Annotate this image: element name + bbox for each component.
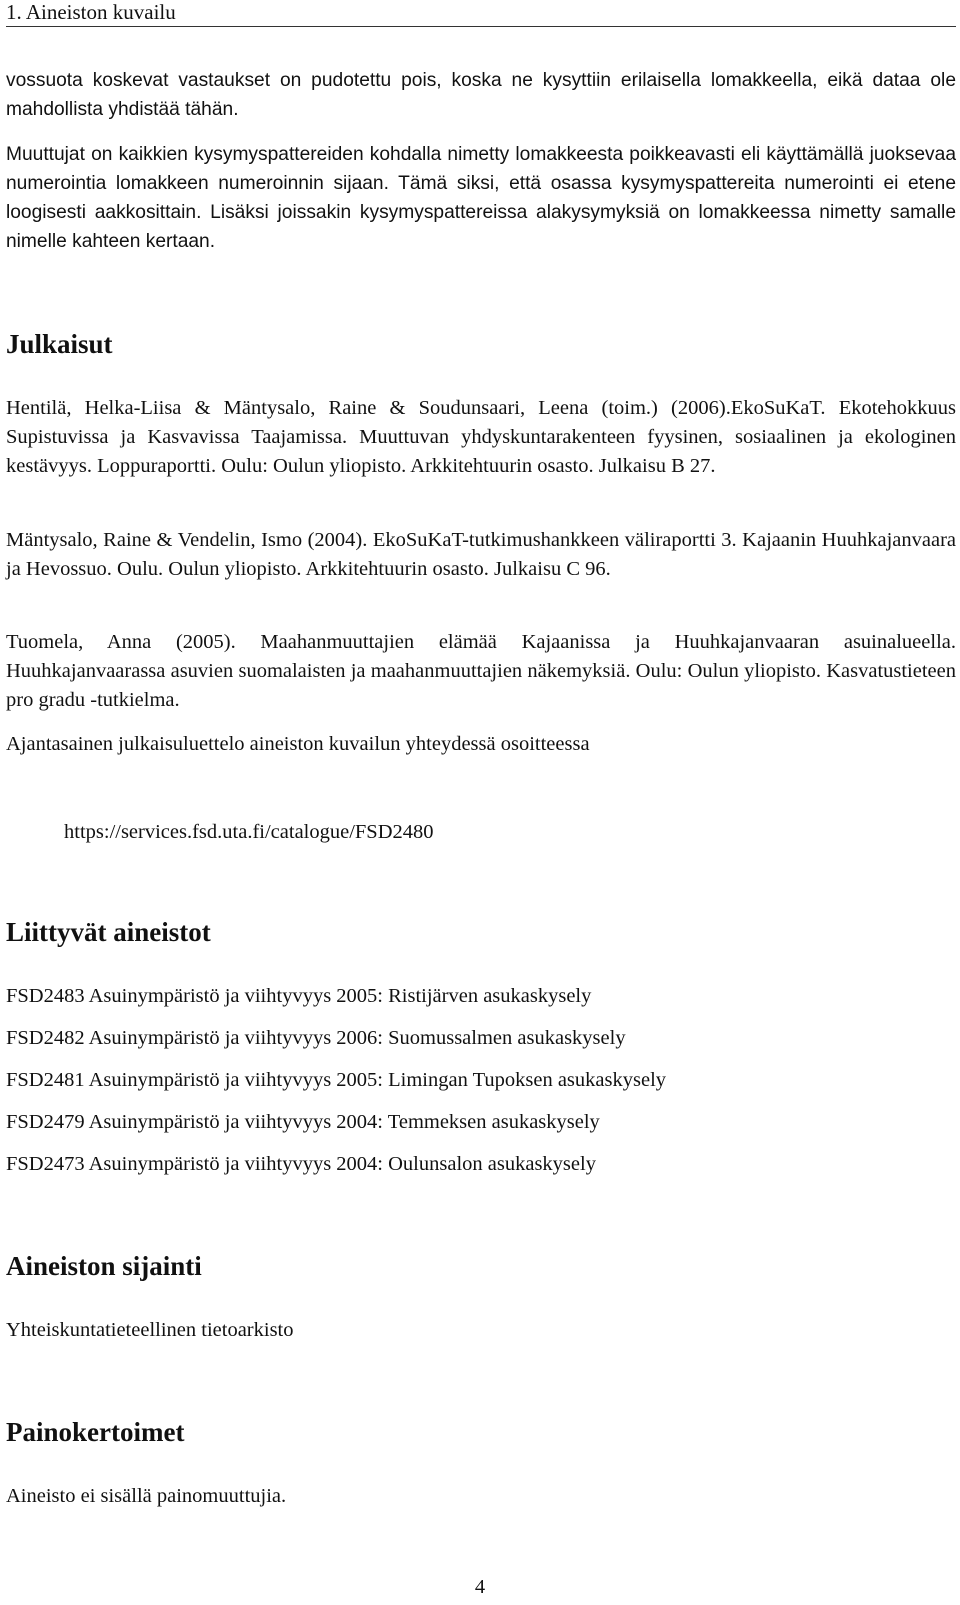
description-paragraph-1: vossuota koskevat vastaukset on pudotettu pois, koska ne kysyttiin erilaisella lomakkeella, eikä dataa ole mahdollista yhdistää tähän. (6, 70, 956, 120)
related-dataset-item: FSD2482 Asuinympäristö ja viihtyvyys 2006: Suomussalmen asukaskysely (6, 1027, 626, 1049)
running-header: 1. Aineiston kuvailu (6, 0, 956, 27)
related-dataset-item: FSD2483 Asuinympäristö ja viihtyvyys 2005: Ristijärven asukaskysely (6, 985, 592, 1007)
publication-list-note: Ajantasainen julkaisuluettelo aineiston kuvailun yhteydessä osoitteessa (6, 733, 590, 755)
related-dataset-item: FSD2481 Asuinympäristö ja viihtyvyys 2005: Limingan Tupoksen asukaskysely (6, 1069, 667, 1091)
related-dataset-item: FSD2479 Asuinympäristö ja viihtyvyys 2004: Temmeksen asukaskysely (6, 1111, 600, 1133)
section-heading-weights: Painokertoimet (6, 1417, 185, 1447)
weights-text: Aineisto ei sisällä painomuuttujia. (6, 1485, 287, 1507)
location-text: Yhteiskuntatieteellinen tietoarkisto (6, 1319, 294, 1341)
page-number: 4 (474, 1576, 486, 1598)
reference-item: Tuomela, Anna (2005). Maahanmuuttajien elämää Kajaanissa ja Huuhkajanvaaran asuinalueella. Huuhkajanvaarassa asuvien suomalaisten ja maahanmuuttajien näkemyksiä. Oulu: Oulun yliopisto. Kasvatustieteen pro gradu -tutkielma. (6, 631, 956, 711)
reference-item: Mäntysalo, Raine & Vendelin, Ismo (2004). EkoSuKaT-tutkimushankkeen väliraportti 3. Kajaanin Huuhkajanvaara ja Hevossuo. Oulu. Oulun yliopisto. Arkkitehtuurin osasto. Julkaisu C 96. (6, 529, 956, 580)
section-heading-location: Aineiston sijainti (6, 1251, 202, 1281)
section-heading-related: Liittyvät aineistot (6, 917, 211, 947)
related-dataset-item: FSD2473 Asuinympäristö ja viihtyvyys 2004: Oulunsalon asukaskysely (6, 1153, 596, 1175)
reference-item: Hentilä, Helka-Liisa & Mäntysalo, Raine & Soudunsaari, Leena (toim.) (2006).EkoSuKaT. Ekotehokkuus Supistuvissa ja Kasvavissa Taajamissa. Muuttuvan yhdyskuntarakenteen fyysinen, sosiaalinen ja ekologinen kestävyys. Loppuraportti. Oulu: Oulun yliopisto. Arkkitehtuurin osasto. Julkaisu B 27. (6, 397, 956, 477)
section-heading-publications: Julkaisut (6, 329, 113, 359)
catalogue-link[interactable]: https://services.fsd.uta.fi/catalogue/FSD2480 (64, 821, 434, 843)
description-paragraph-2: Muuttujat on kaikkien kysymyspattereiden kohdalla nimetty lomakkeesta poikkeavasti eli käyttämällä juoksevaa numerointia lomakkeen numeroinnin sijaan. Tämä siksi, että osassa kysymyspattereita numerointi ei etene loogisesti aakkosittain. Lisäksi joissakin kysymyspattereissa alakysymyksiä on lomakkeessa nimetty samalle nimelle kahteen kertaan. (6, 144, 956, 252)
